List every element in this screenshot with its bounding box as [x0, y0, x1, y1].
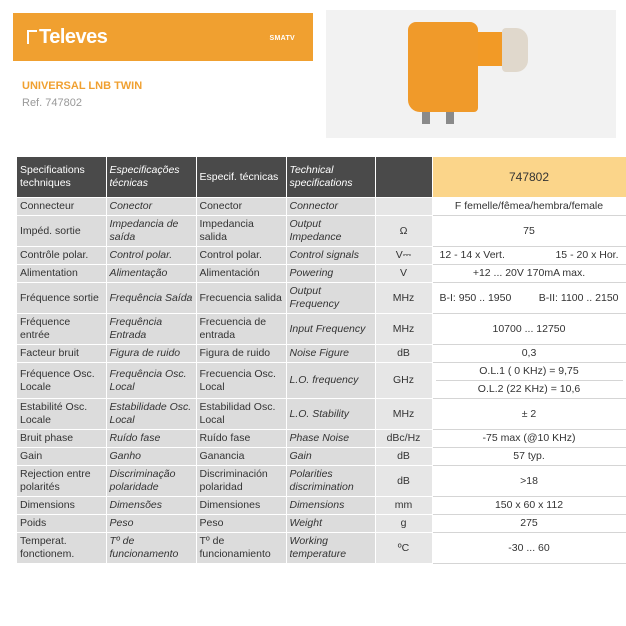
cell-unit	[375, 198, 432, 216]
cell-fr: Connecteur	[17, 198, 106, 216]
lnb-body	[408, 22, 478, 112]
category-label: SMATV	[269, 35, 295, 42]
table-row	[17, 247, 626, 265]
cell-value: -75 max (@10 KHz)	[432, 430, 626, 448]
cell-pt: Control polar.	[106, 247, 196, 265]
cell-pt: Ruído fase	[106, 430, 196, 448]
cell-value	[432, 363, 626, 399]
cell-es: Control polar.	[196, 247, 286, 265]
cell-unit: V⎓	[375, 247, 432, 265]
table-row	[17, 216, 626, 247]
cell-unit: dB	[375, 466, 432, 497]
table-row	[17, 515, 626, 533]
cell-pt: Ganho	[106, 448, 196, 466]
cell-value	[432, 283, 626, 314]
cell-pt: Alimentação	[106, 265, 196, 283]
cell-unit: MHz	[375, 399, 432, 430]
cell-fr: Temperat. fonctionem.	[17, 533, 106, 564]
f-connector-icon	[422, 112, 430, 124]
cell-fr: Bruit phase	[17, 430, 106, 448]
header-unit	[375, 157, 432, 198]
cell-value: 150 x 60 x 112	[432, 497, 626, 515]
spec-header-row	[17, 157, 626, 198]
cell-en: L.O. Stability	[286, 399, 375, 430]
table-row	[17, 466, 626, 497]
televes-logo	[27, 26, 107, 49]
cell-pt: Frequência Osc. Local	[106, 363, 196, 399]
cell-es: Estabilidad Osc. Local	[196, 399, 286, 430]
cell-en: Dimensions	[286, 497, 375, 515]
cell-fr: Impéd. sortie	[17, 216, 106, 247]
cell-fr: Estabilité Osc. Locale	[17, 399, 106, 430]
cell-value: >18	[432, 466, 626, 497]
cell-en: L.O. frequency	[286, 363, 375, 399]
brand-banner	[13, 13, 313, 61]
cell-en: Control signals	[286, 247, 375, 265]
cell-pt: Peso	[106, 515, 196, 533]
cell-en: Output Frequency	[286, 283, 375, 314]
cell-es: Peso	[196, 515, 286, 533]
cell-pt: Dimensões	[106, 497, 196, 515]
cell-es: Frecuencia Osc. Local	[196, 363, 286, 399]
cell-en: Output Impedance	[286, 216, 375, 247]
cell-es: Ganancia	[196, 448, 286, 466]
table-row	[17, 363, 626, 399]
value-line: O.L.2 (22 KHz) = 10,6	[436, 380, 623, 396]
cell-unit: ºC	[375, 533, 432, 564]
cell-es: Frecuencia de entrada	[196, 314, 286, 345]
cell-en: Input Frequency	[286, 314, 375, 345]
table-row	[17, 283, 626, 314]
cell-value: -30 ... 60	[432, 533, 626, 564]
product-ref: Ref. 747802	[22, 97, 82, 109]
cell-fr: Alimentation	[17, 265, 106, 283]
cell-value: 57 typ.	[432, 448, 626, 466]
cell-value: 10700 ... 12750	[432, 314, 626, 345]
table-row	[17, 198, 626, 216]
header-fr: Specifications techniques	[17, 157, 106, 198]
cell-value: +12 ... 20V 170mA max.	[432, 265, 626, 283]
logo-mark-icon	[27, 30, 37, 44]
table-row	[17, 399, 626, 430]
table-row	[17, 448, 626, 466]
product-title: UNIVERSAL LNB TWIN	[22, 80, 143, 92]
header-model: 747802	[432, 157, 626, 198]
cell-es: Discriminación polaridad	[196, 466, 286, 497]
cell-es: Frecuencia salida	[196, 283, 286, 314]
cell-unit: dB	[375, 345, 432, 363]
cell-es: Dimensiones	[196, 497, 286, 515]
table-row	[17, 265, 626, 283]
table-row	[17, 314, 626, 345]
cell-fr: Poids	[17, 515, 106, 533]
cell-unit: dBc/Hz	[375, 430, 432, 448]
cell-unit: mm	[375, 497, 432, 515]
cell-fr: Rejection entre polarités	[17, 466, 106, 497]
table-row	[17, 497, 626, 515]
cell-value: 75	[432, 216, 626, 247]
header-en: Technical specifications	[286, 157, 375, 198]
cell-es: Tº de funcionamiento	[196, 533, 286, 564]
cell-unit: MHz	[375, 283, 432, 314]
cell-fr: Facteur bruit	[17, 345, 106, 363]
table-row	[17, 533, 626, 564]
cell-fr: Fréquence sortie	[17, 283, 106, 314]
cell-unit: GHz	[375, 363, 432, 399]
cell-fr: Contrôle polar.	[17, 247, 106, 265]
cell-es: Conector	[196, 198, 286, 216]
cell-fr: Fréquence entrée	[17, 314, 106, 345]
cell-value	[432, 247, 626, 265]
product-photo	[326, 10, 616, 138]
cell-fr: Fréquence Osc. Locale	[17, 363, 106, 399]
cell-en: Noise Figure	[286, 345, 375, 363]
spec-table	[17, 157, 626, 564]
cell-en: Connector	[286, 198, 375, 216]
cell-en: Gain	[286, 448, 375, 466]
cell-en: Working temperature	[286, 533, 375, 564]
value-part: B-I: 950 .. 1950	[439, 291, 512, 304]
cell-es: Figura de ruido	[196, 345, 286, 363]
cell-pt: Discriminação polaridade	[106, 466, 196, 497]
cell-value: 0,3	[432, 345, 626, 363]
cell-value: F femelle/fêmea/hembra/female	[432, 198, 626, 216]
f-connector-icon	[446, 112, 454, 124]
cell-pt: Impedancia de saída	[106, 216, 196, 247]
cell-unit: dB	[375, 448, 432, 466]
cell-es: Impedancia salida	[196, 216, 286, 247]
cell-pt: Estabilidade Osc. Local	[106, 399, 196, 430]
table-row	[17, 430, 626, 448]
cell-fr: Gain	[17, 448, 106, 466]
cell-pt: Tº de funcionamento	[106, 533, 196, 564]
header-es: Especif. técnicas	[196, 157, 286, 198]
cell-unit: Ω	[375, 216, 432, 247]
cell-pt: Frequência Saída	[106, 283, 196, 314]
cell-unit: MHz	[375, 314, 432, 345]
cell-fr: Dimensions	[17, 497, 106, 515]
value-part: B-II: 1100 .. 2150	[538, 291, 619, 304]
cell-unit: g	[375, 515, 432, 533]
cell-en: Weight	[286, 515, 375, 533]
cell-value: ± 2	[432, 399, 626, 430]
cell-unit: V	[375, 265, 432, 283]
header-pt: Especificações técnicas	[106, 157, 196, 198]
logo-text: Televes	[39, 26, 108, 48]
value-part: 12 - 14 x Vert.	[439, 249, 505, 261]
cell-es: Ruído fase	[196, 430, 286, 448]
table-row	[17, 345, 626, 363]
cell-pt: Conector	[106, 198, 196, 216]
value-line: O.L.1 ( 0 KHz) = 9,75	[479, 365, 579, 377]
cell-es: Alimentación	[196, 265, 286, 283]
cell-en: Powering	[286, 265, 375, 283]
cell-pt: Figura de ruido	[106, 345, 196, 363]
value-part: 15 - 20 x Hor.	[555, 249, 619, 261]
cell-en: Phase Noise	[286, 430, 375, 448]
cell-en: Polarities discrimination	[286, 466, 375, 497]
cell-pt: Frequência Entrada	[106, 314, 196, 345]
cell-value: 275	[432, 515, 626, 533]
lnb-feedhorn	[502, 28, 528, 72]
